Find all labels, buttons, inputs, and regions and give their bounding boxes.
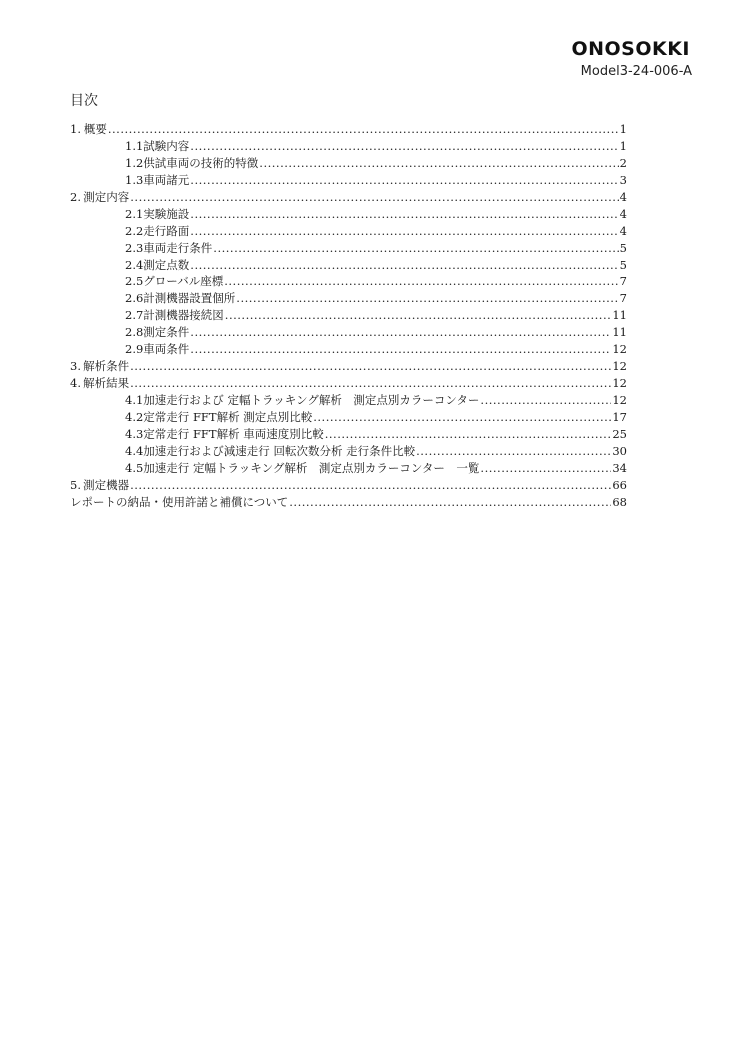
toc-entry[interactable]	[70, 477, 627, 494]
toc-entry[interactable]	[70, 290, 627, 307]
toc-entry-page: 1	[619, 122, 627, 136]
toc-leader-dots	[289, 494, 611, 511]
toc-entry-label: グローバル座標	[143, 274, 224, 289]
toc-entry-label: 解析条件	[83, 359, 130, 374]
toc-leader-dots	[236, 290, 618, 307]
toc-entry-page: 5	[619, 240, 627, 255]
toc-entry-page: 7	[619, 291, 627, 306]
toc-entry-label: 実験施設	[143, 206, 190, 221]
toc-leader-dots	[108, 121, 619, 138]
toc-entry[interactable]	[70, 189, 627, 206]
toc-entry[interactable]	[70, 341, 627, 358]
toc-leader-dots	[130, 189, 618, 206]
toc-entry-number: 5.	[70, 477, 81, 492]
toc-leader-dots	[225, 307, 612, 324]
toc-entry[interactable]	[70, 426, 627, 443]
toc-entry-label: 計測機器設置個所	[143, 291, 236, 306]
toc-leader-dots	[416, 443, 611, 460]
toc-leader-dots	[190, 223, 618, 240]
toc-entry[interactable]	[70, 206, 627, 223]
toc-entry[interactable]	[70, 324, 627, 341]
toc-entry-page: 7	[619, 274, 627, 289]
toc-entry-number: 2.4	[125, 257, 144, 272]
toc-entry-label: 試験内容	[143, 138, 190, 153]
toc-entry-number: 4.5	[125, 460, 144, 475]
toc-entry-label: 測定点数	[143, 257, 190, 272]
toc-entry-number: 2.8	[125, 325, 144, 340]
toc-entry-number: 1.	[70, 122, 81, 136]
toc-entry[interactable]	[70, 392, 627, 409]
toc-entry[interactable]	[70, 138, 627, 155]
toc-entry-number: 2.7	[125, 308, 144, 323]
toc-entry-label: 定常走行 FFT解析 車両速度別比較	[143, 426, 324, 441]
toc-entry-label: 概要	[83, 122, 107, 136]
toc-entry-page: 25	[612, 426, 627, 441]
toc-leader-dots	[130, 477, 611, 494]
toc-entry-page: 2	[619, 155, 627, 170]
toc-entry-page: 3	[619, 172, 627, 187]
toc-entry[interactable]	[70, 409, 627, 426]
toc-leader-dots	[224, 273, 618, 290]
toc-entry-number: 4.3	[125, 426, 144, 441]
toc-entry-number: 3.	[70, 359, 81, 374]
toc-leader-dots	[190, 341, 611, 358]
toc-entry-number: 4.2	[125, 409, 144, 424]
toc-entry-number: 2.1	[125, 206, 144, 221]
toc-entry-page: 30	[612, 443, 627, 458]
toc-entry-page: 12	[612, 342, 627, 357]
toc-entry-page: 17	[612, 409, 627, 424]
toc-entry-number: 2.9	[125, 342, 144, 357]
toc-entry-page: 11	[612, 325, 627, 340]
toc-entry-page: 68	[612, 494, 627, 509]
toc-entry-label: 供試車両の技術的特徴	[143, 155, 259, 170]
toc-leader-dots	[130, 375, 611, 392]
toc-entry-label: 計測機器接続図	[143, 308, 224, 323]
toc-entry-page: 4	[619, 189, 627, 204]
toc-entry-number: 2.2	[125, 223, 144, 238]
toc-entry[interactable]	[70, 223, 627, 240]
toc-entry-number: 4.1	[125, 393, 144, 407]
toc-entry-number: 4.4	[125, 443, 144, 458]
toc-leader-dots	[213, 240, 618, 257]
toc-entry-label: 走行路面	[143, 223, 190, 238]
toc-entry-page: 4	[619, 206, 627, 221]
toc-entry[interactable]	[70, 460, 627, 477]
toc-entry[interactable]	[70, 273, 627, 290]
toc-title: 目次	[70, 93, 98, 109]
toc-entry-label: 測定内容	[83, 189, 130, 204]
toc-leader-dots	[259, 155, 618, 172]
toc-entry[interactable]	[70, 443, 627, 460]
toc-leader-dots	[190, 172, 618, 189]
toc-entry[interactable]	[70, 121, 627, 138]
toc-leader-dots	[190, 257, 618, 274]
toc-entry-number: 1.2	[125, 155, 144, 170]
toc-entry-label: 解析結果	[83, 376, 130, 391]
table-of-contents	[70, 121, 627, 511]
toc-entry-page: 34	[612, 460, 627, 475]
model-number: Model3-24-006-A	[580, 64, 692, 79]
toc-entry[interactable]	[70, 307, 627, 324]
toc-entry-label: 加速走行 定幅トラッキング解析 測定点別カラーコンター 一覧	[143, 460, 480, 475]
toc-entry-label: 車両走行条件	[143, 240, 213, 255]
toc-entry-number: 1.3	[125, 172, 144, 187]
toc-entry[interactable]	[70, 240, 627, 257]
toc-entry[interactable]	[70, 155, 627, 172]
toc-entry-label: 加速走行および 定幅トラッキング解析 測定点別カラーコンター	[143, 393, 480, 407]
toc-entry-page: 11	[612, 308, 627, 323]
toc-entry-number: 2.	[70, 189, 81, 204]
toc-entry[interactable]	[70, 172, 627, 189]
toc-entry-page: 12	[612, 393, 627, 407]
toc-entry-label: 測定機器	[83, 477, 130, 492]
toc-leader-dots	[313, 409, 611, 426]
toc-entry[interactable]	[70, 358, 627, 375]
toc-entry-label: レポートの納品・使用許諾と補償について	[70, 494, 289, 509]
toc-entry-label: 測定条件	[143, 325, 190, 340]
toc-leader-dots	[480, 392, 611, 409]
toc-leader-dots	[480, 460, 611, 477]
toc-entry-number: 2.3	[125, 240, 144, 255]
toc-entry-label: 車両条件	[143, 342, 190, 357]
toc-entry-number: 1.1	[125, 138, 144, 153]
toc-leader-dots	[325, 426, 612, 443]
toc-leader-dots	[190, 206, 618, 223]
toc-entry-label: 定常走行 FFT解析 測定点別比較	[143, 409, 313, 424]
toc-entry-label: 加速走行および減速走行 回転次数分析 走行条件比較	[143, 443, 416, 458]
toc-entry-page: 12	[612, 376, 627, 391]
toc-entry[interactable]	[70, 375, 627, 392]
toc-entry[interactable]	[70, 257, 627, 274]
toc-entry-page: 4	[619, 223, 627, 238]
toc-leader-dots	[190, 324, 611, 341]
toc-entry-page: 66	[612, 477, 627, 492]
toc-entry-page: 1	[619, 138, 627, 153]
toc-entry-page: 5	[619, 257, 627, 272]
toc-entry-number: 2.5	[125, 274, 144, 289]
toc-entry[interactable]	[70, 494, 627, 511]
toc-leader-dots	[190, 138, 618, 155]
onosokki-logo: ONOSOKKI	[571, 38, 690, 60]
toc-entry-label: 車両諸元	[143, 172, 190, 187]
toc-entry-number: 2.6	[125, 291, 144, 306]
toc-entry-number: 4.	[70, 376, 81, 391]
toc-leader-dots	[130, 358, 611, 375]
toc-entry-page: 12	[612, 359, 627, 374]
